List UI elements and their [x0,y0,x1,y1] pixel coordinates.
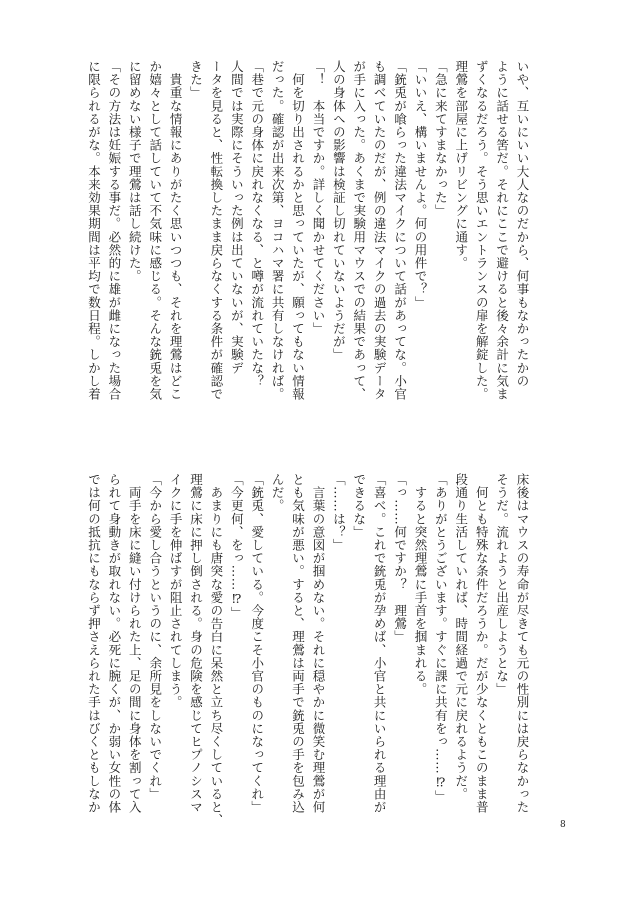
text-line: では何の抵抗にもならず押さえられた手はびくともしなか [86,473,102,814]
upper-text-block [86,60,532,425]
text-line: られて身動きが取れない。必死に腕くが、か弱い女性の体 [106,473,122,814]
text-line: 床後はマウスの寿命が尽きても元の性別には戻らなかった [515,473,530,814]
text-line: 「その方法は妊娠する事だ。必然的に雄が雌になった場合 [106,60,122,401]
text-line: 「ありがとうございます。すぐに課に共有をっ……⁉」 [433,473,449,803]
lower-text-block [86,473,532,838]
text-line: ータを見ると、性転換したまま戻らなくする条件が確認で [208,60,224,401]
text-line: あまりにも唐突な愛の告白に呆然と立ち尽くしていると、 [208,473,224,827]
text-line: 理鶯に床に押し倒される。身の危険を感じてヒプノシスマ [188,473,204,814]
text-line: ように話せる筈だ。それにここで避けると後々余計に気ま [494,60,510,401]
text-line: 人の身体への影響は検証し切れていないようだが」 [331,60,347,362]
text-line: できるな」 [351,473,367,539]
text-line: 「喜べ。これで銃兎が孕めば、小官と共にいられる理由が [372,473,388,814]
text-line: いや、互いにいい大人なのだから、何事もなかったかの [515,60,530,388]
text-line: 「急に来てすまなかった」 [433,60,449,218]
text-line: 貴重な情報にありがたく思いつつも、それを理鶯はどこ [168,60,184,401]
text-line: 「今更何、をっ……⁉」 [229,473,245,620]
text-line: に留めない様子で理鶯は話し続けた。 [127,60,143,283]
text-line: か嬉々として話していて不気味に感じる。そんな銃兎を気 [147,60,163,401]
text-line: 「巷で元の身体に戻れなくなる、と噂が流れていたな？ [249,60,265,388]
text-line: 何を切り出されるかと思っていたが、願ってもない情報 [290,60,306,401]
text-line: も調べていたのだが、例の違法マイクの過去の実験データ [372,60,388,401]
text-line: んだ。 [270,473,286,513]
text-line: とも気味が悪い。すると、理鶯は両手で銃兎の手を包み込 [290,473,306,814]
text-line: 両手を床に縫い付けられた上、足の間に身体を割って入 [127,473,143,814]
text-line: きた」 [188,60,204,100]
text-line: 「銃兎、愛している。今度こそ小官のものになってくれ」 [249,473,265,814]
text-line: 人間では実際にそういった例は出ていないが、実験デ [229,60,245,375]
text-line: 言葉の意図が掴めない。それに穏やかに微笑む理鶯が何 [310,473,326,814]
text-line: 何とも特殊な条件だろうか。だが少なくともこのまま普 [474,473,490,814]
text-line: 段通り生活していれば、時間経過で元に戻れるようだ。 [453,473,469,801]
page-number: 8 [560,820,566,830]
text-line: そうだ。流れようと出産しようとな」 [494,473,510,696]
text-line: 「っ……何ですか？ 理鶯」 [392,473,408,644]
text-line: 「今から愛し合うというのに、余所見をしないでくれ」 [147,473,163,801]
text-line: が手に入った。あくまで実験用マウスでの結果であって、 [351,60,367,401]
text-line: だった。確認が出来次第、ヨコハマ署に共有しなければ。 [270,60,286,401]
text-line: 「銃兎が喰らった違法マイクについて話があってな。小官 [392,60,408,401]
text-line: ずくなるだろう。そう思いエントランスの扉を解錠した。 [474,60,490,401]
text-line: に限られるがな。本来効果期間は平均で数日程。しかし着 [86,60,102,401]
text-line: イクに手を伸ばすが阻止されてしまう。 [168,473,184,709]
text-line: 「！ 本当ですか。詳しく聞かせてください」 [310,60,326,336]
text-line: 「……は？」 [331,473,347,552]
text-line: 「いいえ、構いませんよ。何の用件で？」 [412,60,428,309]
text-line: 理鶯を部屋に上げリビングに通す。 [453,60,469,270]
text-line: すると突然理鶯に手首を掴まれる。 [412,473,428,696]
